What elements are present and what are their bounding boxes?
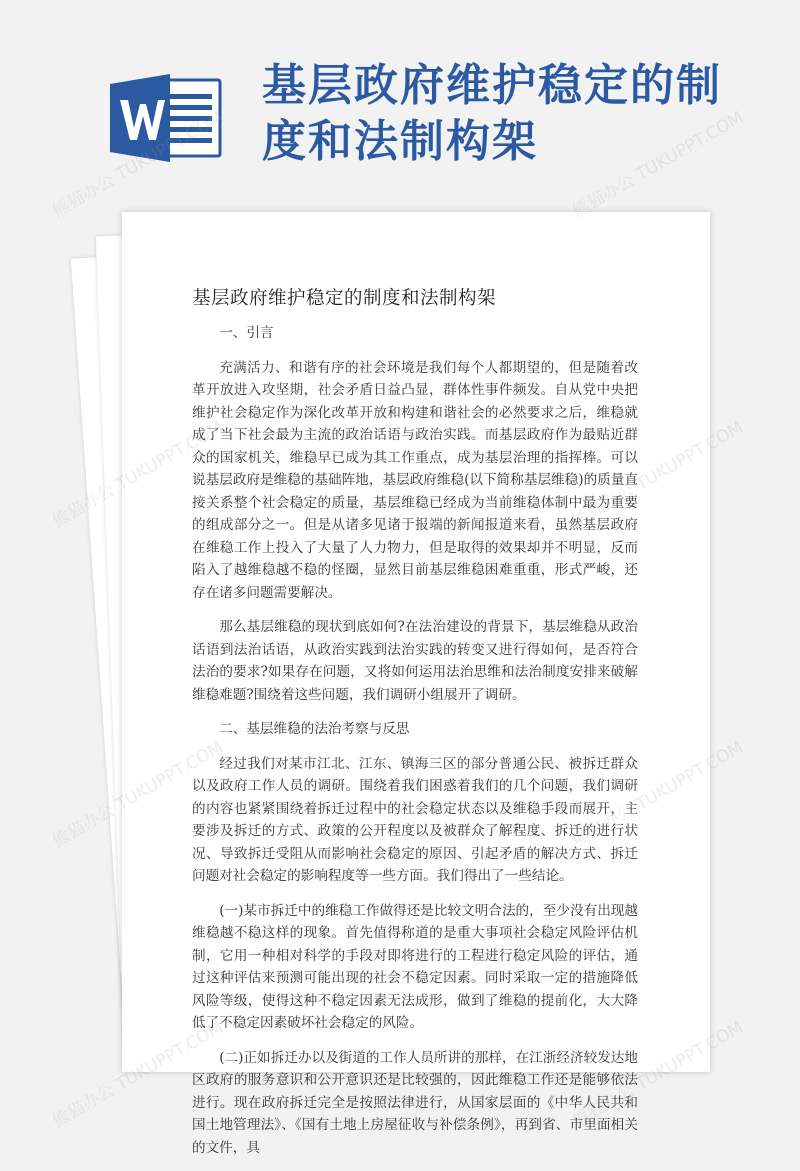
watermark-text: 熊猫办公 TUKUPPT.COM bbox=[569, 1017, 747, 1132]
paragraph: 充满活力、和谐有序的社会环境是我们每个人都期望的，但是随着改革开放进入攻坚期，社会矛盾日益凸显，群体性事件频发。自从党中央把维护社会稳定作为深化改革开放和构建和谐社会的必然要求之后，维稳就成了当下社会最为主流的政治话语与政治实践。而基层政府作为最贴近群众的国家机关，维稳早已成为其工作重点，成为基层治理的指挥棒。可以说基层政府是维稳的基础阵地，基层政府维稳(以下简称基层维稳)的质量直接关系整个社会稳定的质量，基层维稳已经成为当前维稳体制中最为重要的组成部分之一。但是从诸多见诸于报端的新闻报道来看，虽然基层政府在维稳工作上投入了大量了人力物力，但是取得的效果却并不明显，反而陷入了越维稳越不稳的怪圈，显然目前基层维稳困难重重，形式严峻，还存在诸多问题需要解决。 bbox=[192, 359, 638, 601]
paragraph: (一)某市拆迁中的维稳工作做得还是比较文明合法的，至少没有出现越维稳越不稳这样的现象。首先值得称道的是重大事项社会稳定风险评估机制，它用一种相对科学的手段对即将进行的工程进行稳定风险的评估，通过这种评估来预测可能出现的社会不稳定因素。同时采取一定的措施降低风险等级，使得这种不稳定因素无法成形，做到了维稳的提前化，大大降低了不稳定因素破坏社会稳定的风险。 bbox=[192, 902, 638, 1031]
paragraph: 那么基层维稳的现状到底如何?在法治建设的背景下，基层维稳从政治话语到法治话语，从政治实践到法治实践的转变又进行得如何，是否符合法治的要求?如果存在问题，又将如何运用法治思维和法治制度安排来破解维稳难题?围绕着这些问题，我们调研小组展开了调研。 bbox=[192, 619, 638, 703]
paragraph: (二)正如拆迁办以及街道的工作人员所讲的那样，在江浙经济较发达地区政府的服务意识和公开意识还是比较强的，因此维稳工作还是能够依法进行。现在政府拆迁完全是按照法律进行，从国家层面的《中华人民共和国土地管理法》、《国有土地上房屋征收与补偿条例》，再到省、市里面相关的文件，具 bbox=[192, 1049, 638, 1156]
watermark-text: 熊猫办公 TUKUPPT.COM bbox=[49, 1017, 227, 1132]
banner-title-line1: 基层政府维护稳定的制 bbox=[262, 60, 722, 111]
paragraph: 经过我们对某市江北、江东、镇海三区的部分普通公民、被拆迁群众以及政府工作人员的调研。围绕着我们困惑着我们的几个问题，我们调研的内容也紧紧围绕着拆迁过程中的社会稳定状态以及维稳手段而展开，主要涉及拆迁的方式、政策的公开程度以及被群众了解程度、拆迁的进行状况、导致拆迁受阻从而影响社会稳定的原因、引起矛盾的解决方式、拆迁问题对社会稳定的影响程度等一些方面。我们得出了一些结论。 bbox=[192, 755, 638, 884]
watermark-text: 熊猫办公 bbox=[49, 800, 119, 852]
watermark-text: 熊猫办公 bbox=[49, 480, 119, 532]
document-title: 基层政府维护稳定的制度和法制构架 bbox=[192, 288, 497, 309]
section-heading: 二、基层维稳的法治考察与反思 bbox=[219, 721, 410, 737]
document-body bbox=[192, 322, 638, 1171]
banner-title bbox=[262, 58, 782, 170]
watermark-text: 熊猫办公 TUKUPPT.COM bbox=[49, 107, 227, 222]
banner-title-line2: 度和法制构架 bbox=[262, 116, 538, 167]
section-heading: 一、引言 bbox=[219, 325, 274, 341]
word-icon bbox=[108, 72, 226, 164]
watermark-text: 熊猫办公 TUKUPPT.COM bbox=[569, 107, 747, 222]
